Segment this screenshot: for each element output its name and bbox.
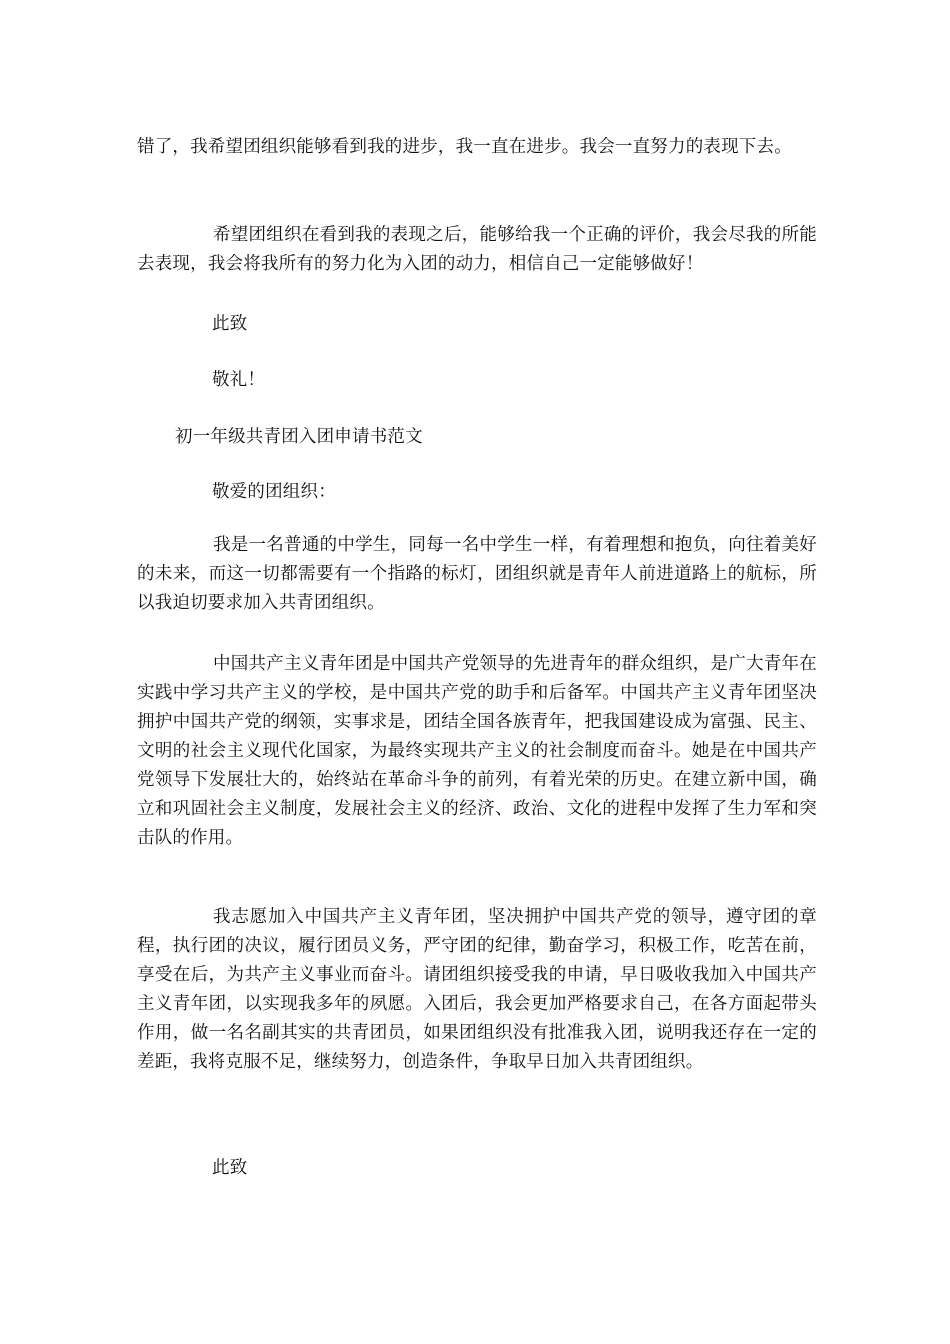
paragraph-pledge: 我志愿加入中国共产主义青年团，坚决拥护中国共产党的领导，遵守团的章程，执行团的决议，履行团员义务，严守团的纪律，勤奋学习，积极工作，吃苦在前，享受在后，为共产主义事业而奋斗。请团组织接受我的申请，早日吸收我加入中国共产主义青年团，以实现我多年的夙愿。入团后，我会更加严格要求自己，在各方面起带头作用，做一名名副其实的共青团员，如果团组织没有批准我入团，说明我还存在一定的差距，我将克服不足，继续努力，创造条件，争取早日加入共青团组织。	[137, 907, 817, 1072]
closing-salutation: 此致	[212, 314, 248, 334]
greeting: 敬爱的团组织：	[212, 482, 336, 502]
paragraph-intro: 我是一名普通的中学生，同每一名中学生一样，有着理想和抱负，向往着美好的未来，而这一切都需要有一个指路的标灯，团组织就是青年人前进道路上的航标，所以我迫切要求加入共青团组织。	[137, 535, 817, 613]
closing-regards: 敬礼！	[212, 370, 266, 390]
paragraph-hope: 希望团组织在看到我的表现之后，能够给我一个正确的评价，我会尽我的所能去表现，我会将我所有的努力化为入团的动力，相信自己一定能够做好！	[137, 225, 817, 274]
section-title: 初一年级共青团入团申请书范文	[175, 427, 423, 447]
paragraph-league-description: 中国共产主义青年团是中国共产党领导的先进青年的群众组织，是广大青年在实践中学习共产主义的学校，是中国共产党的助手和后备军。中国共产主义青年团坚决拥护中国共产党的纲领，实事求是，团结全国各族青年，把我国建设成为富强、民主、文明的社会主义现代化国家，为最终实现共产主义的社会制度而奋斗。她是在中国共产党领导下发展壮大的，始终站在革命斗争的前列，有着光荣的历史。在建立新中国，确立和巩固社会主义制度，发展社会主义的经济、政治、文化的进程中发挥了生力军和突击队的作用。	[137, 654, 817, 848]
closing-salutation-2: 此致	[212, 1158, 248, 1178]
paragraph-continuation: 错了，我希望团组织能够看到我的进步，我一直在进步。我会一直努力的表现下去。	[137, 137, 792, 157]
